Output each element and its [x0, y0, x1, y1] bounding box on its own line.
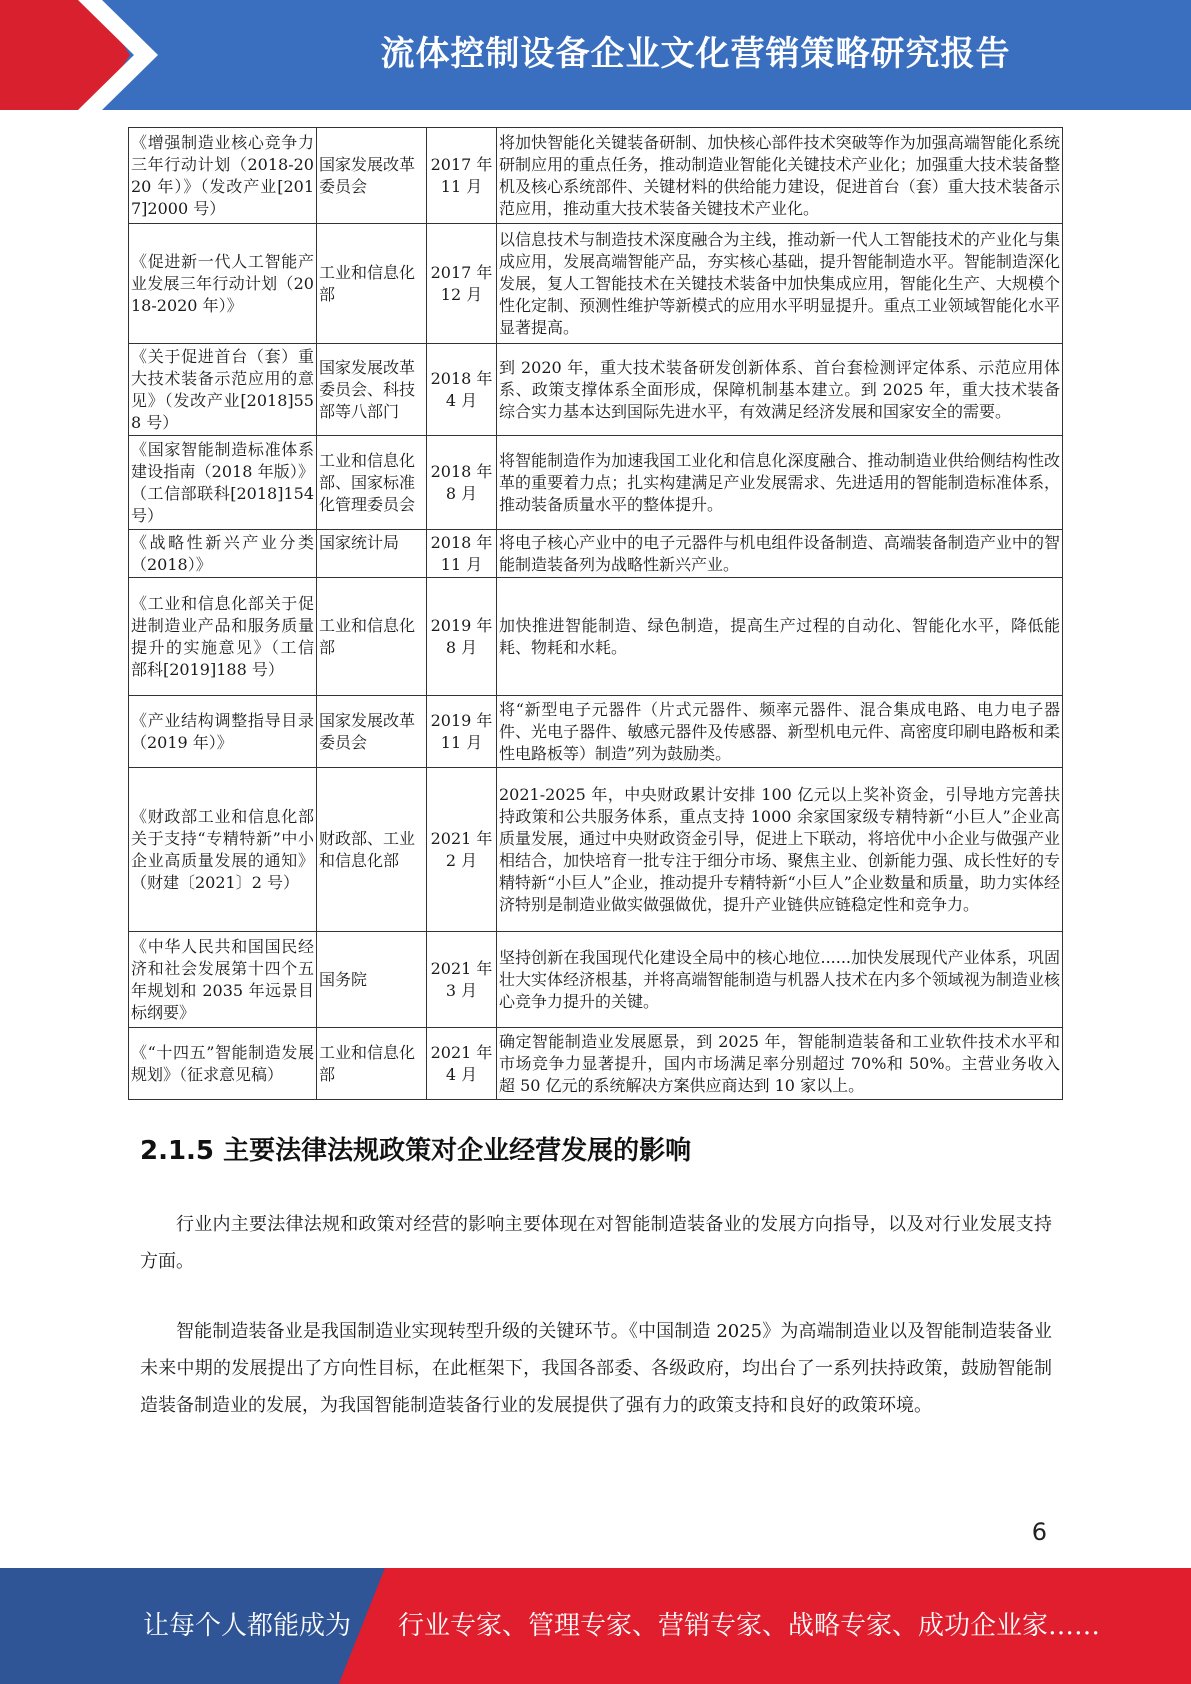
policy-date: 2021 年 2 月: [427, 768, 497, 932]
policy-date: 2018 年 4 月: [427, 344, 497, 436]
policy-issuer: 国家发展改革委员会、科技部等八部门: [317, 344, 427, 436]
policy-date: 2019 年 11 月: [427, 696, 497, 768]
policy-issuer: 工业和信息化部: [317, 224, 427, 344]
header-banner: [0, 0, 1191, 110]
footer-banner: [0, 1568, 1191, 1684]
policy-issuer: 国务院: [317, 932, 427, 1028]
policy-description: 将加快智能化关键装备研制、加快核心部件技术突破等作为加强高端智能化系统研制应用的重点任务，推动制造业智能化关键技术产业化；加强重大技术装备整机及核心系统部件、关键材料的供给能力建设，促进首台（套）重大技术装备示范应用，推动重大技术装备关键技术产业化。: [497, 128, 1063, 224]
body-paragraph: 行业内主要法律法规和政策对经营的影响主要体现在对智能制造装备业的发展方向指导，以及对行业发展支持方面。: [140, 1214, 1052, 1272]
policy-issuer: 国家发展改革委员会: [317, 696, 427, 768]
policy-description: 坚持创新在我国现代化建设全局中的核心地位......加快发展现代产业体系，巩固壮大实体经济根基，并将高端智能制造与机器人技术在内多个领域视为制造业核心竞争力提升的关键。: [497, 932, 1063, 1028]
policy-name: 《促进新一代人工智能产业发展三年行动计划（2018-2020 年）》: [129, 224, 317, 344]
footer-slogan-right: 行业专家、管理专家、营销专家、战略专家、成功企业家……: [398, 1611, 1101, 1641]
policy-name: 《关于促进首台（套）重大技术装备示范应用的意见》（发改产业[2018]558 号）: [129, 344, 317, 436]
policy-table: [128, 127, 1063, 1100]
policy-issuer: 国家统计局: [319, 532, 400, 552]
policy-date: 2018 年 11 月: [430, 532, 493, 574]
policy-description: 将智能制造作为加速我国工业化和信息化深度融合、推动制造业供给侧结构性改革的重要着力点；扎实构建满足产业发展需求、先进适用的智能制造标准体系，推动装备质量水平的整体提升。: [497, 436, 1063, 530]
table-row: [129, 224, 1063, 344]
section-heading: 2.1.5 主要法律法规政策对企业经营发展的影响: [140, 1136, 692, 1166]
policy-issuer: 工业和信息化部: [317, 578, 427, 696]
footer-slogan-left: 让每个人都能成为: [143, 1611, 352, 1641]
table-row: [129, 768, 1063, 932]
policy-description: 将电子核心产业中的电子元器件与机电组件设备制造、高端装备制造产业中的智能制造装备列为战略性新兴产业。: [499, 532, 1060, 574]
policy-issuer: 国家发展改革委员会: [317, 128, 427, 224]
page-number: 6: [1031, 1518, 1047, 1546]
policy-description: 确定智能制造业发展愿景，到 2025 年，智能制造装备和工业软件技术水平和市场竞争力显著提升，国内市场满足率分别超过 70%和 50%。主营业务收入超 50 亿元的系统解决方案供应商达到 10 家以上。: [497, 1028, 1063, 1100]
policy-description: 以信息技术与制造技术深度融合为主线，推动新一代人工智能技术的产业化与集成应用，发展高端智能产品，夯实核心基础，提升智能制造水平。智能制造深化发展，复人工智能技术在关键技术装备中加快集成应用，智能化生产、大规模个性化定制、预测性维护等新模式的应用水平明显提升。重点工业领域智能化水平显著提高。: [497, 224, 1063, 344]
table-row: [129, 578, 1063, 696]
table-row: [129, 1028, 1063, 1100]
table-row: [129, 128, 1063, 224]
policy-issuer: 工业和信息化部: [317, 1028, 427, 1100]
policy-description: 加快推进智能制造、绿色制造，提高生产过程的自动化、智能化水平，降低能耗、物耗和水耗。: [497, 578, 1063, 696]
table-row: [129, 436, 1063, 530]
policy-name: 《战略性新兴产业分类（2018）》: [131, 532, 314, 574]
policy-description: 到 2020 年，重大技术装备研发创新体系、首台套检测评定体系、示范应用体系、政策支撑体系全面形成，保障机制基本建立。到 2025 年，重大技术装备综合实力基本达到国际先进水平，有效满足经济发展和国家安全的需要。: [497, 344, 1063, 436]
policy-name: 《中华人民共和国国民经济和社会发展第十四个五年规划和 2035 年远景目标纲要》: [129, 932, 317, 1028]
policy-date: 2021 年 3 月: [427, 932, 497, 1028]
policy-name: 《“十四五”智能制造发展规划》（征求意见稿）: [129, 1028, 317, 1100]
policy-date: 2017 年 12 月: [427, 224, 497, 344]
body-paragraph: 智能制造装备业是我国制造业实现转型升级的关键环节。《中国制造 2025》为高端制造业以及智能制造装备业未来中期的发展提出了方向性目标，在此框架下，我国各部委、各级政府，均出台了一系列扶持政策，鼓励智能制造装备制造业的发展，为我国智能制造装备行业的发展提供了强有力的政策支持和良好的政策环境。: [140, 1321, 1052, 1416]
table-row: [129, 932, 1063, 1028]
policy-description: 2021-2025 年，中央财政累计安排 100 亿元以上奖补资金，引导地方完善扶持政策和公共服务体系，重点支持 1000 余家国家级专精特新“小巨人”企业高质量发展，通过中央财政资金引导，促进上下联动，将培优中小企业与做强产业相结合，加快培育一批专注于细分市场、聚焦主业、创新能力强、成长性好的专精特新“小巨人”企业，推动提升专精特新“小巨人”企业数量和质量，助力实体经济特别是制造业做实做强做优，提升产业链供应链稳定性和竞争力。: [497, 768, 1063, 932]
table-row: [129, 530, 1063, 578]
policy-issuer: 工业和信息化部、国家标准化管理委员会: [317, 436, 427, 530]
policy-date: 2019 年 8 月: [427, 578, 497, 696]
policy-name: 《国家智能制造标准体系建设指南（2018 年版）》（工信部联科[2018]154 号）: [129, 436, 317, 530]
report-title: 流体控制设备企业文化营销策略研究报告: [380, 34, 1011, 74]
table-row: [129, 696, 1063, 768]
policy-description: 将“新型电子元器件（片式元器件、频率元器件、混合集成电路、电力电子器件、光电子器件、敏感元器件及传感器、新型机电元件、高密度印刷电路板和柔性电路板等）制造”列为鼓励类。: [497, 696, 1063, 768]
policy-name: 《产业结构调整指导目录（2019 年）》: [129, 696, 317, 768]
policy-name: 《增强制造业核心竞争力三年行动计划（2018-2020 年）》（发改产业[2017]2000 号）: [129, 128, 317, 224]
policy-name: 《财政部工业和信息化部关于支持“专精特新”中小企业高质量发展的通知》（财建〔2021〕2 号）: [129, 768, 317, 932]
policy-date: 2018 年 8 月: [427, 436, 497, 530]
policy-date: 2017 年 11 月: [427, 128, 497, 224]
policy-date: 2021 年 4 月: [427, 1028, 497, 1100]
policy-name: 《工业和信息化部关于促进制造业产品和服务质量提升的实施意见》（工信部科[2019]188 号）: [129, 578, 317, 696]
table-row: [129, 344, 1063, 436]
policy-issuer: 财政部、工业和信息化部: [317, 768, 427, 932]
